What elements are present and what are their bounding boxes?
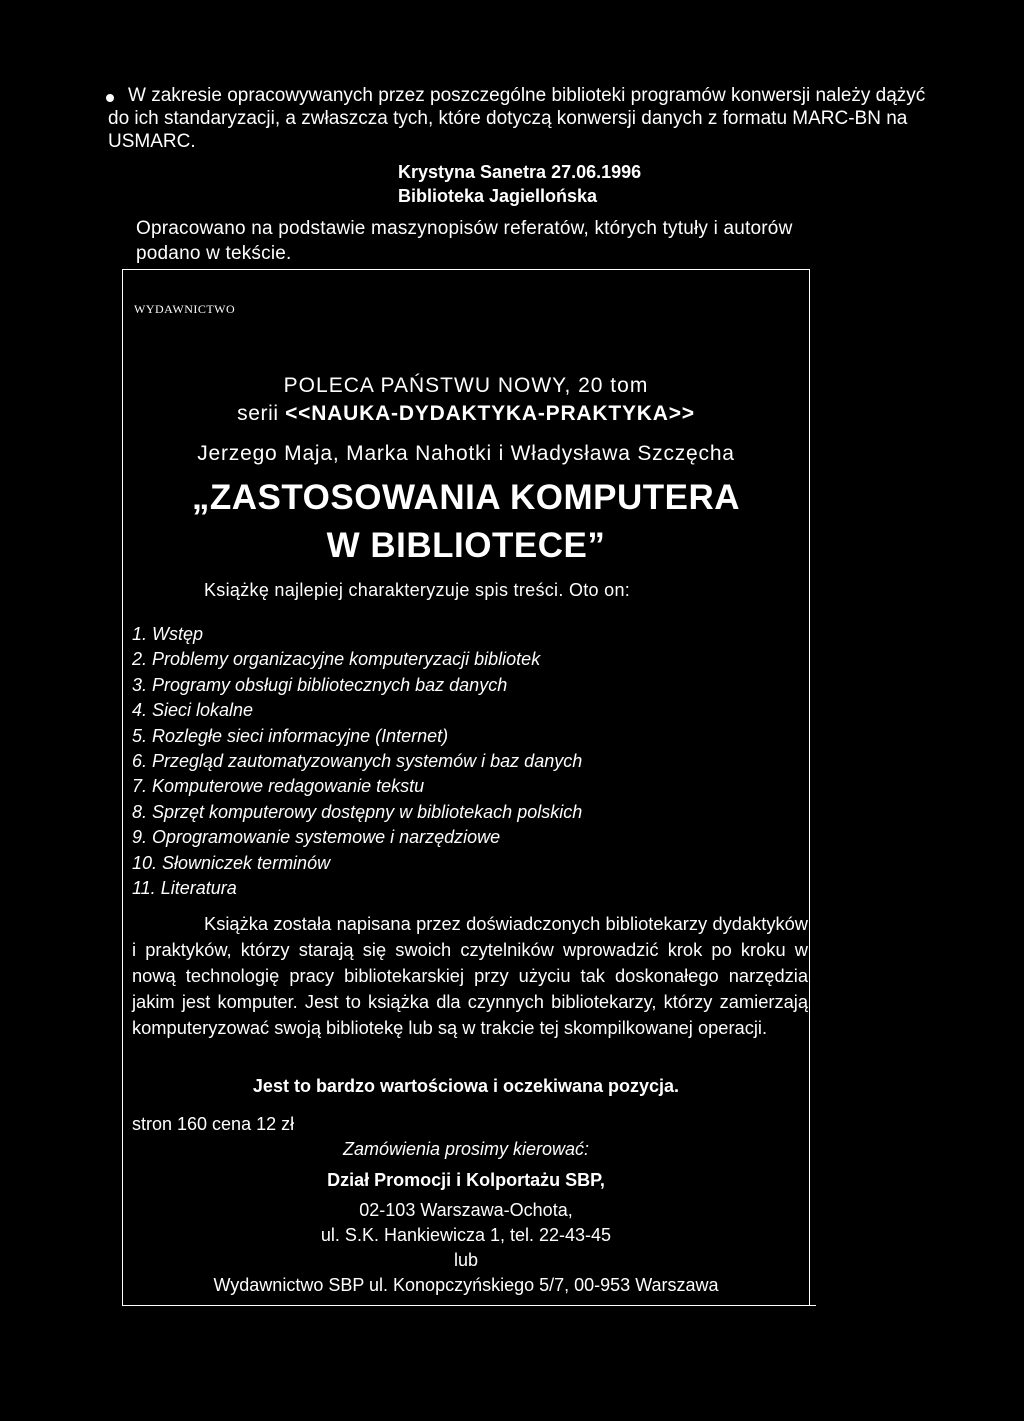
toc-item: 6. Przegląd zautomatyzowanych systemów i baz danych <box>132 751 583 772</box>
book-title-line-1: „ZASTOSOWANIA KOMPUTERA <box>191 478 741 517</box>
toc-item: 10. Słowniczek terminów <box>132 852 331 873</box>
highlight-line: Jest to bardzo wartościowa i oczekiwana pozycja. <box>252 1076 680 1096</box>
book-description: Książka została napisana przez doświadczonych bibliotekarzy dydaktyków i praktyków, którzy starają się swoich czytelników wprowadzić krok po kroku w nową technologię pracy bibliotekarskiej przy użyciu tak doskonałego narzędzia jakim jest komputer. Jest to książka dla czynnych bibliotekarzy, którzy zamierzają komputeryzować swoją bibliotekę lub są w trakcie tej skompilkowanej operacji. <box>132 913 808 1038</box>
order-heading: Zamówienia prosimy kierować: <box>342 1139 590 1159</box>
author-line: Krystyna Sanetra 27.06.1996 <box>398 162 642 182</box>
toc-item: 2. Problemy organizacyjne komputeryzacji bibliotek <box>132 649 541 670</box>
department-line: Dział Promocji i Kolportażu SBP, <box>327 1170 605 1190</box>
authors-line: Jerzego Maja, Marka Nahotki i Władysława Szczęcha <box>197 442 735 465</box>
intro-section <box>108 84 928 153</box>
toc-item: 3. Programy obsługi bibliotecznych baz danych <box>132 674 508 695</box>
or-word: lub <box>453 1250 479 1270</box>
book-title <box>122 474 810 570</box>
toc-item: 11. Literatura <box>132 878 237 899</box>
series-prefix: serii <box>237 402 279 425</box>
intro-paragraph <box>108 84 928 153</box>
intro-paragraph-text: W zakresie opracowywanych przez poszczególne biblioteki programów konwersji należy dążyć do ich standaryzacji, a zwłaszcza tych, które dotyczą konwersji danych z formatu MARC-BN na USMARC. <box>108 85 926 152</box>
price-line: stron 160 cena 12 zł <box>132 1114 295 1134</box>
source-note: Opracowano na podstawie maszynopisów referatów, których tytuły i autorów podano w tekście. <box>136 218 793 264</box>
series-name: <<NAUKA-DYDAKTYKA-PRAKTYKA>> <box>285 402 695 425</box>
address-line-2: ul. S.K. Hankiewicza 1, tel. 22-43-45 <box>320 1225 612 1245</box>
toc-intro: Książkę najlepiej charakteryzuje spis treści. Oto on: <box>204 580 631 600</box>
book-title-line-2: W BIBLIOTECE” <box>326 526 606 565</box>
series-line <box>122 400 810 428</box>
toc-item: 7. Komputerowe redagowanie tekstu <box>132 776 425 797</box>
toc-item: 8. Sprzęt komputerowy dostępny w bibliotekach polskich <box>132 801 583 822</box>
bullet-icon <box>106 94 114 102</box>
toc-item: 4. Sieci lokalne <box>132 700 254 721</box>
table-of-contents <box>132 622 582 901</box>
institution-line: Biblioteka Jagiellońska <box>398 186 598 206</box>
address-line-3: Wydawnictwo SBP ul. Konopczyńskiego 5/7, 00-953 Warszawa <box>213 1275 719 1295</box>
ad-box-border-bottom <box>122 1305 816 1306</box>
toc-item: 9. Oprogramowanie systemowe i narzędziowe <box>132 827 501 848</box>
address-line-1: 02-103 Warszawa-Ochota, <box>359 1200 573 1220</box>
toc-item: 5. Rozległe sieci informacyjne (Internet) <box>132 725 449 746</box>
toc-item: 1. Wstęp <box>132 624 204 644</box>
offer-line: POLECA PAŃSTWU NOWY, 20 tom <box>283 374 649 397</box>
publisher-label: WYDAWNICTWO <box>134 302 236 316</box>
signature-block <box>398 160 641 208</box>
ad-box-border-top <box>122 269 810 270</box>
